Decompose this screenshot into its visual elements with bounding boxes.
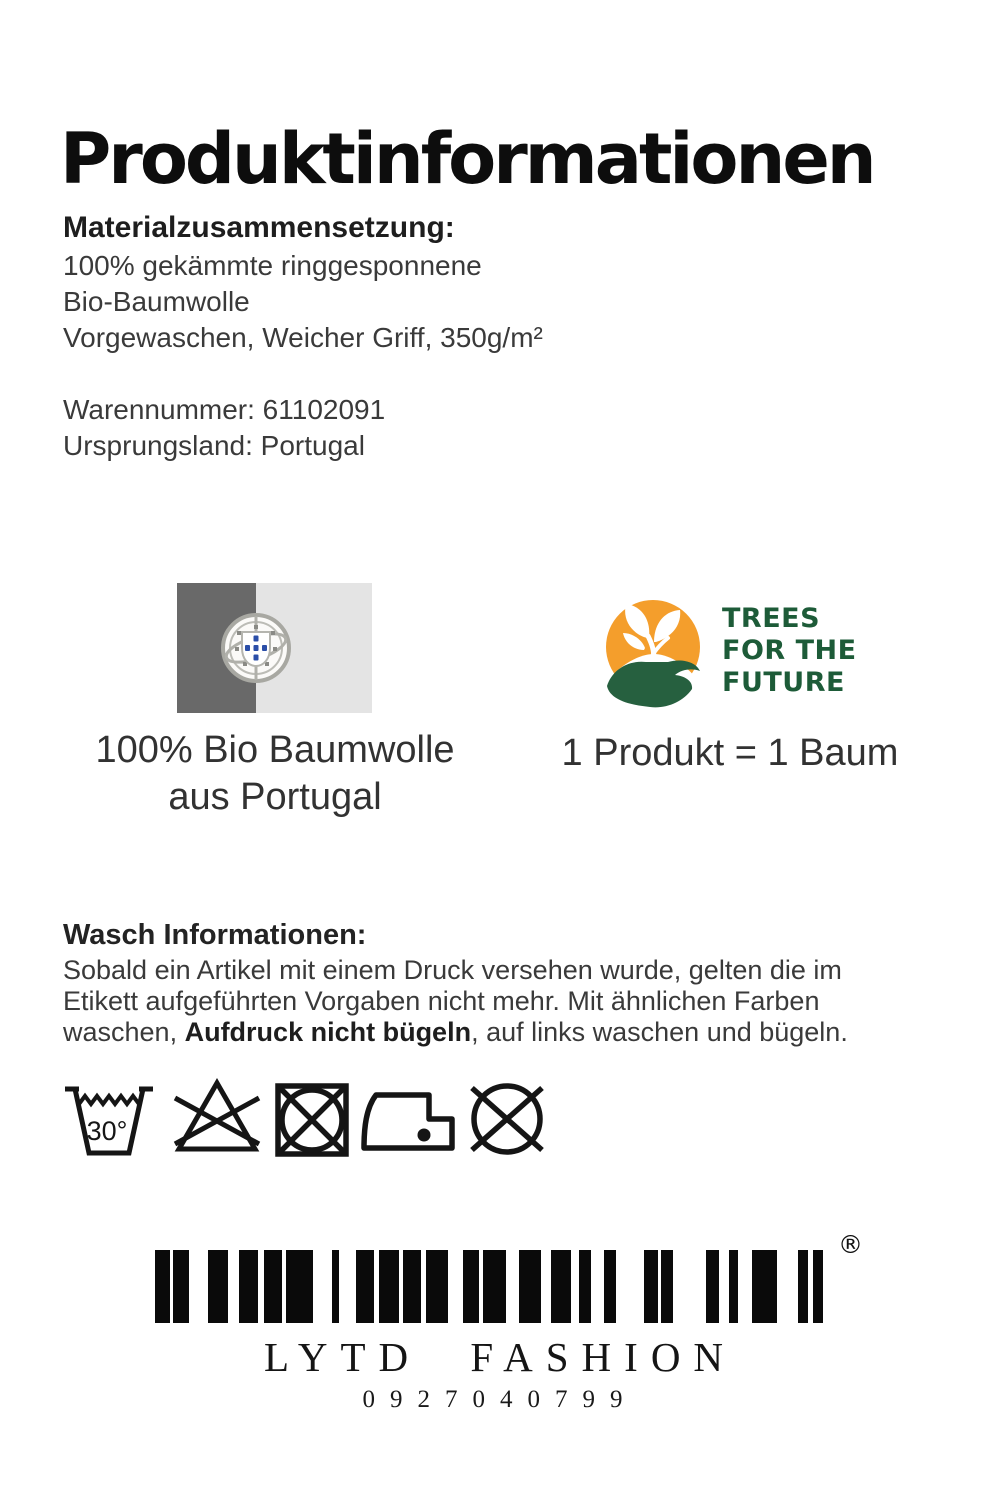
spacer [63,356,943,392]
material-section [63,208,943,464]
iron-low-heat-icon [361,1088,455,1152]
portugal-flag-icon [177,583,372,713]
item-number-line: Warennummer: 61102091 [63,394,386,425]
origin-caption-line2: aus Portugal [168,776,382,818]
wash-info-section [63,915,943,1048]
material-line: Bio-Baumwolle [63,286,250,317]
registered-trademark-icon: ® [838,1230,863,1259]
material-heading: Materialzusammensetzung: [63,211,455,244]
material-line: 100% gekämmte ringgesponnene [63,250,482,281]
wordmark-line1: TREES [722,603,821,634]
trees-for-the-future-wordmark [722,603,857,699]
origin-caption [60,727,490,821]
wordmark-line3: FUTURE [722,667,845,698]
wash-line: Sobald ein Artikel mit einem Druck versehen wurde, gelten die im [63,955,842,985]
brand-number: 0927040799 [362,1386,638,1413]
wordmark-line2: FOR THE [722,635,857,666]
origin-caption-line1: 100% Bio Baumwolle [95,729,455,771]
wash-heading: Wasch Informationen: [63,919,367,951]
page-title: Produktinformationen [60,117,874,200]
wash-line3-pre: waschen, [63,1017,185,1047]
do-not-dry-clean-icon [465,1080,549,1158]
wash-at-30-icon [63,1080,155,1158]
wash-temperature: 30° [86,1116,128,1146]
wash-line [63,1017,943,1048]
trees-for-the-future-logo-icon [604,598,708,716]
origin-line: Ursprungsland: Portugal [63,430,365,461]
do-not-bleach-icon [171,1076,263,1158]
tree-caption: 1 Produkt = 1 Baum [561,732,899,774]
material-line: Vorgewaschen, Weicher Griff, 350g/m² [63,322,543,353]
wash-line3-bold: Aufdruck nicht bügeln [184,1017,472,1047]
wash-line3-post: , auf links waschen und bügeln. [471,1017,848,1047]
brand-name: LYTD FASHION [263,1334,737,1380]
barcode [155,1250,825,1323]
wash-line: Etikett aufgeführten Vorgaben nicht mehr. Mit ähnlichen Farben [63,986,820,1016]
do-not-tumble-dry-icon [274,1082,350,1158]
